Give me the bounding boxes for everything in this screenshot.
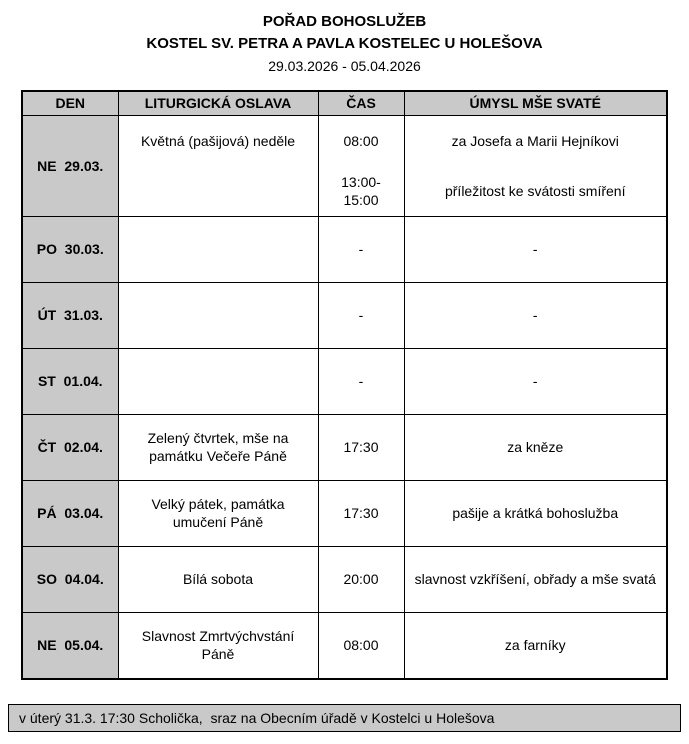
col-header-den: DEN — [22, 91, 118, 115]
time-text: 08:00 — [343, 132, 379, 149]
intention-cell — [404, 546, 667, 612]
time-text: 13:00-15:00 — [341, 173, 381, 208]
intention-text: slavnost vzkříšení, obřady a mše svatá — [414, 571, 656, 587]
time-cell — [318, 282, 404, 348]
col-header-liturgicka-oslava: LITURGICKÁ OSLAVA — [118, 91, 318, 115]
intention-cell — [404, 216, 667, 282]
celebration-text: Bílá sobota — [182, 571, 254, 587]
intention-cell — [404, 115, 667, 216]
celebration-text — [119, 166, 318, 216]
intention-cell — [404, 480, 667, 546]
time-cell — [318, 414, 404, 480]
intention-cell — [404, 414, 667, 480]
intention-cell — [404, 282, 667, 348]
intention-text: - — [532, 241, 538, 257]
day-cell: ČT 02.04. — [22, 414, 118, 480]
day-cell: PÁ 03.04. — [22, 480, 118, 546]
footer-note: v úterý 31.3. 17:30 Scholička, sraz na Obecním úřadě v Kostelci u Holešova — [8, 704, 681, 732]
time-text: 17:30 — [343, 505, 379, 521]
celebration-cell — [118, 115, 318, 216]
intention-text: za farníky — [504, 637, 566, 653]
intention-text: - — [532, 307, 538, 323]
header-row — [22, 91, 667, 115]
time-text: - — [358, 307, 364, 323]
intention-text: za Josefa a Marii Hejníkovi — [451, 132, 619, 149]
page-title: POŘAD BOHOSLUŽEB — [262, 13, 427, 30]
celebration-cell — [118, 414, 318, 480]
intention-cell — [404, 612, 667, 679]
celebration-text: Zelený čtvrtek, mše na památku Večeře Páně — [147, 430, 289, 464]
day-cell: SO 04.04. — [22, 546, 118, 612]
day-cell: ST 01.04. — [22, 348, 118, 414]
time-text: 17:30 — [343, 439, 379, 455]
intention-cell — [404, 348, 667, 414]
day-cell: PO 30.03. — [22, 216, 118, 282]
celebration-cell — [118, 480, 318, 546]
day-cell: NE 29.03. — [22, 115, 118, 216]
day-cell: ÚT 31.03. — [22, 282, 118, 348]
celebration-text: Slavnost Zmrtvýchvstání Páně — [141, 628, 295, 662]
time-cell — [318, 480, 404, 546]
table-row — [22, 480, 667, 546]
time-cell — [318, 612, 404, 679]
col-header-cas: ČAS — [318, 91, 404, 115]
table-row — [22, 115, 667, 216]
intention-text: příležitost ke svátosti smíření — [444, 182, 626, 199]
table-row — [22, 282, 667, 348]
celebration-cell — [118, 282, 318, 348]
schedule-body — [22, 115, 667, 679]
celebration-cell — [118, 348, 318, 414]
celebration-cell — [118, 612, 318, 679]
time-text: 20:00 — [343, 571, 379, 587]
time-cell — [318, 115, 404, 216]
schedule-table — [21, 90, 668, 680]
intention-text: pašije a krátká bohoslužba — [452, 505, 619, 521]
table-row — [22, 612, 667, 679]
day-cell: NE 05.04. — [22, 612, 118, 679]
table-row — [22, 348, 667, 414]
table-row — [22, 414, 667, 480]
intention-text: - — [532, 373, 538, 389]
col-header-umysl: ÚMYSL MŠE SVATÉ — [404, 91, 667, 115]
time-cell — [318, 216, 404, 282]
time-text: - — [358, 241, 364, 257]
celebration-cell — [118, 546, 318, 612]
date-range: 29.03.2026 - 05.04.2026 — [268, 58, 421, 74]
intention-text: za kněze — [507, 439, 564, 455]
celebration-text: Velký pátek, památka umučení Páně — [151, 496, 285, 530]
celebration-text: Květná (pašijová) neděle — [140, 132, 296, 149]
celebration-text — [119, 283, 318, 348]
time-text: - — [358, 373, 364, 389]
time-cell — [318, 546, 404, 612]
page-subtitle: KOSTEL SV. PETRA A PAVLA KOSTELEC U HOLEŠOVA — [146, 35, 543, 52]
celebration-text — [119, 217, 318, 282]
table-row — [22, 216, 667, 282]
time-cell — [318, 348, 404, 414]
celebration-text — [119, 349, 318, 414]
title-block — [8, 12, 681, 76]
table-row — [22, 546, 667, 612]
time-text: 08:00 — [343, 637, 379, 653]
celebration-cell — [118, 216, 318, 282]
